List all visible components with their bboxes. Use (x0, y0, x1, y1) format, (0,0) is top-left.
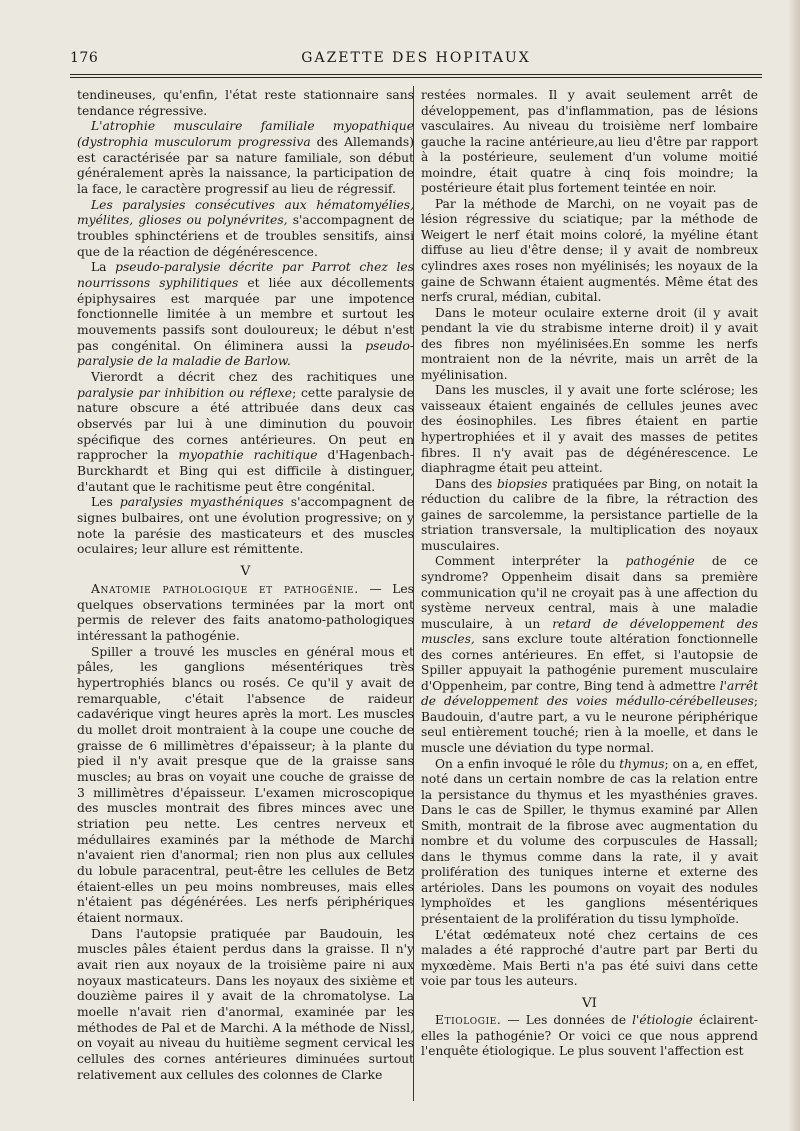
paragraph: La pseudo-paralysie décrite par Parrot chez les nourrissons syphilitiques et liée aux décollements épiphysaires est marquée par une impotence fonctionnelle limitée à un membre et surtout les mouvements passifs sont douloureux; le début n'est pas congénital. On éliminera aussi la pseudo-paralysie de la maladie de Barlow. (77, 260, 414, 369)
paragraph: Etiologie. — Les données de l'étiologie éclairent-elles la pathogénie? Or voici ce que nous apprend l'enquête étiologique. Le plus souvent l'affection est (421, 1013, 758, 1059)
page-edge-shadow (788, 0, 800, 1131)
paragraph: Dans l'autopsie pratiquée par Baudouin, les muscles pâles étaient perdus dans la graisse. Il n'y avait rien aux noyaux de la troisième paire ni aux noyaux masticateurs. Dans les noyaux des sixième et douzième paires il y avait de la chromatolyse. La moelle n'avait rien d'anormal, examinée par les méthodes de Pal et de Marchi. A la méthode de Nissl, on voyait au niveau du huitième segment cervical les cellules des cornes antérieures diminuées surtout relativement aux cellules des colonnes de Clarke (77, 926, 414, 1082)
running-header (70, 50, 762, 70)
paragraph: Anatomie pathologique et pathogénie. — Les quelques observations terminées par la mort ont permis de relever des faits anatomo-pathologiques intéressant la pathogénie. (77, 581, 414, 643)
page-number: 176 (70, 50, 99, 66)
paragraph: Vierordt a décrit chez des rachitiques une paralysie par inhibition ou réflexe; cette paralysie de nature obscure a été attribuée dans deux cas observés par lui à une diminution du pouvoir spécifique des cornes antérieures. On peut en rapprocher la myopathie rachitique d'Hagenbach-Burckhardt et Bing qui est difficile à distinguer, d'autant que le rachitisme peut être congénital. (77, 370, 415, 494)
paragraph: Par la méthode de Marchi, on ne voyait pas de lésion régressive du sciatique; par la méthode de Weigert le nerf était moins coloré, la myéline étant diffuse au lieu d'être dense; il y avait de nombreux cylindres axes roses non myélinisés; les noyaux de la gaine de Schwann étaient augmentés. Même état des nerfs crural, médian, cubital. (421, 196, 758, 305)
header-rule-bottom (70, 77, 762, 78)
paragraph: Les paralysies consécutives aux hématomyélies, myélites, glioses ou polynévrites, s'accompagnent de troubles sphinctériens et de troubles sensitifs, ainsi que de la réaction de dégénérescence. (77, 197, 415, 259)
paragraph: On a enfin invoqué le rôle du thymus; on a, en effet, noté dans un certain nombre de cas la relation entre la persistance du thymus et les myasthénies graves. Dans le cas de Spiller, le thymus examiné par Allen Smith, montrait de la fibrose avec augmentation du nombre et du volume des corpuscules de Hassall; dans le thymus comme dans la rate, il y avait prolifération des tuniques interne et externe des artérioles. Dans les poumons on voyait des nodules lymphoïdes et les ganglions mésentériques présentaient de la prolifération du tissu lymphoïde. (421, 756, 758, 926)
paragraph: L'atrophie musculaire familiale myopathique (dystrophia musculorum progressiva des Allemands) est caractérisée par sa nature familiale, son début généralement après la naissance, la participation de la face, le caractère progressif au lieu de régressif. (77, 119, 414, 197)
paragraph: tendineuses, qu'enfin, l'état reste stationnaire sans tendance régressive. (77, 88, 414, 118)
paragraph: Dans des biopsies pratiquées par Bing, on notait la réduction du calibre de la fibre, la rétraction des gaines de sarcolemme, la persistance partielle de la striation transversale, la multiplication des noyaux musculaires. (421, 476, 758, 553)
paragraph: Les paralysies myasthéniques s'accompagnent de signes bulbaires, ont une évolution progressive; on y note la parésie des masticateurs et des muscles oculaires; leur allure est rémittente. (77, 495, 414, 557)
paragraph: Dans les muscles, il y avait une forte sclérose; les vaisseaux étaient engainés de cellules jeunes avec des éosinophiles. Les fibres étaient en partie hypertrophiées et il y avait des masses de petites fibres. Il n'y avait pas de dégénérescence. Le diaphragme était peu atteint. (421, 383, 758, 476)
paragraph: Spiller a trouvé les muscles en général mous et pâles, les ganglions mésentériques très hypertrophiés blancs ou rosés. Ce qu'il y avait de remarquable, c'était l'absence de raideur cadavérique vingt heures après la mort. Les muscles du mollet droit montraient à la coupe une couche de graisse de 6 millimètres d'épaisseur; à la plante du pied il n'y avait presque que de la graisse sans muscles; au bras on voyait une couche de graisse de 3 millimètres d'épaisseur. L'examen microscopique des muscles montrait des fibres minces avec une striation peu nette. Les centres nerveux et médullaires examinés par la méthode de Marchi n'avaient rien d'anormal; rien non plus aux cellules du lobule paracentral, peut-être les cellules de Betz étaient-elles un peu moins nombreuses, mais elles n'étaient pas dégénérées. Les nerfs périphériques étaient normaux. (77, 644, 414, 925)
paragraph: Dans le moteur oculaire externe droit (il y avait pendant la vie du strabisme interne droit) il y avait des fibres non myélinisées.En somme les nerfs montraient non de la névrite, mais un arrêt de la myélinisation. (421, 305, 758, 382)
journal-title: GAZETTE DES HOPITAUX (301, 50, 531, 66)
header-rule-top (70, 74, 762, 75)
paragraph: L'état œdémateux noté chez certains de ces malades a été rapproché d'autre part par Berti du myxœdème. Mais Berti n'a pas été suivi dans cette voie par tous les auteurs. (421, 927, 758, 989)
right-column (421, 88, 758, 1060)
section-heading-vi: VI (582, 995, 597, 1011)
section-heading-v: V (240, 564, 251, 580)
paragraph: Comment interpréter la pathogénie de ce syndrome? Oppenheim disait dans sa première communication qu'il ne croyait pas à une affection du système nerveux central, mais à une maladie musculaire, à un retard de développement des muscles, sans exclure toute altération fonctionnelle des cornes antérieures. En effet, si l'autopsie de Spiller appuyait la pathogénie purement musculaire d'Oppenheim, par contre, Bing tend à admettre l'arrêt de développement des voies médullo-cérébelleuses; Baudouin, d'autre part, a vu le neurone périphérique seul entièrement touché; rien à la moelle, et dans le muscle une déviation du type normal. (421, 554, 758, 755)
paragraph: restées normales. Il y avait seulement arrêt de développement, pas d'inflammation, pas de lésions vasculaires. Au niveau du troisième nerf lombaire gauche la racine antérieure,au lieu d'être par rapport à la postérieure, seulement d'un volume moitié moindre, était quatre à cinq fois moindre; la postérieure était plus fortement teintée en noir. (421, 88, 758, 196)
left-column (77, 88, 414, 1083)
